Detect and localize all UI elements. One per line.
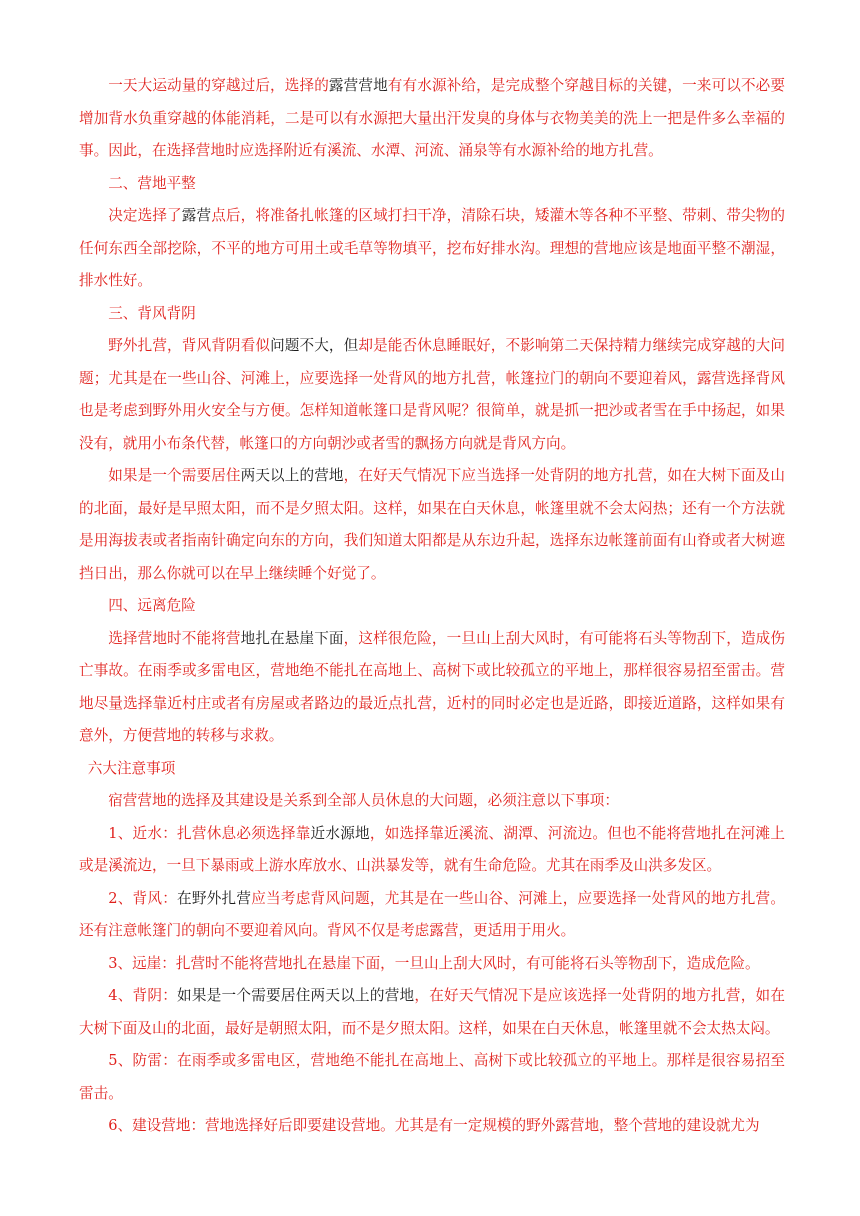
- text-run: 4、背阴：: [108, 987, 178, 1004]
- text-run: 应当考虑背风问题，尤其是在一些山谷、河滩上，应要选择一处背风的地方扎营。还有注意帐篷门的朝向不要迎着风向。背风不仅是考虑露营，更适用于用火。: [79, 889, 785, 939]
- text-run: 问题不大，但: [270, 337, 359, 354]
- text-run: ，在好天气情况下是应该选择一处背阴的地方扎营，如在大树下面及山的北面，最好是朝照太阳，而不是夕照太阳。这样，如果在白天休息，帐篷里就不会太热太闷。: [79, 987, 785, 1037]
- text-run: 在野外扎营: [177, 889, 252, 907]
- paragraph-leeward: [79, 330, 785, 460]
- list-item-lightning: 5、防雷：在雨季或多雷电区，营地绝不能扎在高地上、高树下或比较孤立的平地上。那样是很容易招至雷击。: [79, 1052, 785, 1102]
- paragraph-flat-ground: [79, 200, 785, 298]
- text-run: 野外扎营，背风背阴看似: [108, 337, 271, 354]
- text-run: 一天大运动量的穿越过后，选择的: [108, 77, 329, 94]
- text-run: 2、背风：: [108, 889, 178, 907]
- paragraph-avoid-danger: [79, 623, 785, 753]
- section-heading-flat-ground: 二、营地平整: [108, 174, 196, 192]
- list-item-near-water: [79, 818, 785, 883]
- text-run: 如果是一个需要居住: [108, 467, 241, 484]
- text-run: ，在好天气情况下应当选择一处背阴的地方扎营，如在大树下面及山的北面，最好是早照太阳，而不是夕照太阳。这样，如果在白天休息，帐篷里就不会太闷热；还有一个方法就是用海拔表或者指南针确定向东的方向，我们知道太阳都是从东边升起，选择东边帐篷前面有山脊或者大树遮挡日出，那么你就可以在早上继续睡个好觉了。: [79, 467, 785, 582]
- text-run: ，这样很危险，一旦山上刮大风时，有可能将石头等物刮下，造成伤亡事故。在雨季或多雷电区，营地绝不能扎在高地上、高树下或比较孤立的平地上，那样很容易招至雷击。营地尽量选择靠近村庄或者有房屋或者路边的最近点扎营，近村的同时必定也是近路，即接近道路，这样如果有意外，方便营地的转移与求救。: [79, 629, 785, 744]
- text-run: 1、近水：扎营休息必须选择靠: [108, 824, 311, 842]
- text-run: 点后，将准备扎帐篷的区域打扫干净，清除石块，矮灌木等各种不平整、带刺、带尖物的任何东西全部挖除，不平的地方可用土或毛草等物填平，挖布好排水沟。理想的营地应该是地面平整不潮湿，排水性好。: [79, 207, 785, 289]
- text-run: 露营: [181, 207, 212, 224]
- text-run: 决定选择了: [108, 207, 182, 224]
- paragraph-water-source: [79, 70, 785, 168]
- list-item-leeward: [79, 883, 785, 948]
- section-heading-leeward-shade: 三、背风背阴: [108, 304, 196, 322]
- text-run: 却是能否休息睡眠好，不影响第二天保持精力继续完成穿越的大问题；尤其是在一些山谷、河滩上，应要选择一处背风的地方扎营，帐篷拉门的朝向不要迎着风，露营选择背风也是考虑到野外用火安全与方便。怎样知道帐篷口是背风呢？很简单，就是抓一把沙或者雪在手中扬起，如果没有，就用小布条代替，帐篷口的方向朝沙或者雪的飘扬方向就是背风方向。: [79, 337, 785, 452]
- text-run: 露营营地: [328, 77, 388, 94]
- list-item-shade: [79, 980, 785, 1045]
- text-run: 有有水源补给，是完成整个穿越目标的关键，一来可以不必要增加背水负重穿越的体能消耗，二是可以有水源把大量出汗发臭的身体与衣物美美的洗上一把是件多么幸福的事。因此，在选择营地时应选择附近有溪流、水潭、河流、涌泉等有水源补给的地方扎营。: [79, 77, 785, 159]
- text-run: ，如选择靠近溪流、湖潭、河流边。但也不能将营地扎在河滩上或是溪流边，一旦下暴雨或上游水库放水、山洪暴发等，就有生命危险。尤其在雨季及山洪多发区。: [79, 824, 785, 874]
- list-item-build-camp: 6、建设营地：营地选择好后即要建设营地。尤其是有一定规模的野外露营地，整个营地的建设就尤为: [108, 1117, 760, 1134]
- text-run: 近水源地: [310, 824, 370, 842]
- text-run: 地扎在悬崖下面: [240, 629, 344, 647]
- text-run: 两天以上的营地: [240, 467, 344, 484]
- section-heading-six-notes: 六大注意事项: [87, 759, 176, 777]
- section-heading-avoid-danger: 四、远离危险: [108, 597, 196, 614]
- document-body: [79, 70, 785, 1143]
- paragraph-intro: 宿营营地的选择及其建设是关系到全部人员休息的大问题，必须注意以下事项：: [108, 792, 619, 809]
- list-item-away-from-cliff: 3、远崖：扎营时不能将营地扎在悬崖下面，一旦山上刮大风时，有可能将石头等物刮下，造成危险。: [108, 954, 760, 972]
- paragraph-shade: [79, 460, 785, 590]
- text-run: 选择营地时不能将营: [108, 629, 241, 647]
- text-run: 如果是一个需要居住两天以上的营地: [177, 987, 415, 1004]
